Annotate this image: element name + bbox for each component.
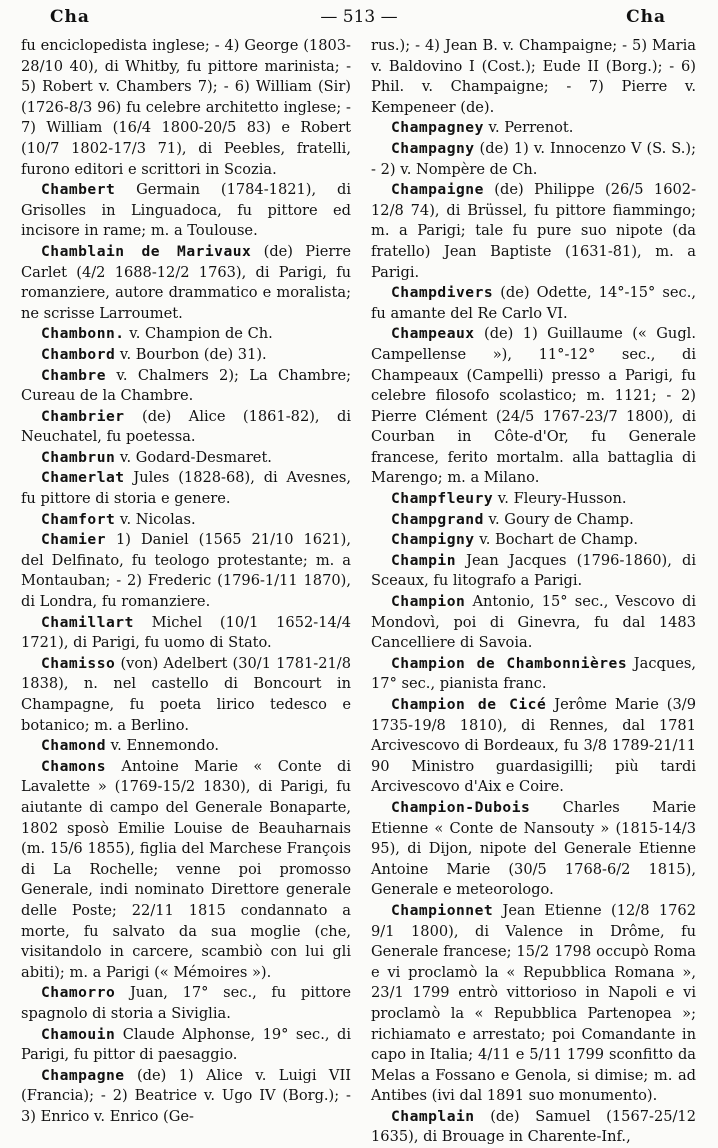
- dictionary-entry: [371, 798, 696, 901]
- entry-text: v. Ennemondo.: [106, 737, 220, 755]
- entry-text: v. Chalmers 2); La Chambre; Cureau de la Chambre.: [21, 366, 351, 405]
- dictionary-entry: [371, 695, 696, 798]
- entry-headword: Champion de Chambonnières: [391, 654, 628, 672]
- dictionary-entry: [371, 36, 696, 118]
- dictionary-entry: [21, 345, 351, 366]
- entry-text: v. Fleury-Husson.: [493, 490, 627, 508]
- entry-headword: Chambrier: [41, 407, 125, 425]
- entry-text: Jerôme Marie (3/9 1735-19/8 1810), di Rennes, dal 1781 Arcivescovo di Bordeaux, fu 3/8 1789-21/11 90 Ministro guardasigilli; più tardi Arcivescovo d'Aix e Coire.: [371, 696, 696, 796]
- entry-text: Germain (1784-1821), di Grisolles in Linguadoca, fu pittore ed incisore in rame; m. a Toulouse.: [21, 181, 351, 240]
- dictionary-entry: [371, 530, 696, 551]
- entry-text: v. Bourbon (de) 31).: [115, 345, 267, 363]
- entry-headword: Chamblain de Marivaux: [41, 242, 252, 260]
- entry-headword: Chambre: [41, 366, 107, 384]
- entry-text: v. Perrenot.: [483, 119, 574, 137]
- entry-headword: Chamouin: [41, 1025, 116, 1043]
- entry-headword: Champagny: [391, 139, 475, 157]
- dictionary-entry: [21, 1025, 351, 1066]
- entry-text: (de) Alice (1861-82), di Neuchatel, fu poetessa.: [21, 407, 351, 446]
- entry-text: Jean Etienne (12/8 1762 9/1 1800), di Valence in Drôme, fu Generale francese; 15/2 1798 occupò Roma e vi proclamò la « Repubblica Romana », 23/1 1799 entrò vittorioso in Napoli e vi proclamò la « Repubblica Partenopea »; richiamato e arrestato; poi Comandante in capo in Italia; 4/11 e 5/11 1799 sconfitto da Melas a Fossano e Genola, si dimise; m. ad Antibes (ivi dal 1891 suo monumento).: [371, 901, 696, 1105]
- entry-headword: Chamfort: [41, 510, 116, 528]
- entry-text: Antonio, 15° sec., Vescovo di Mondovì, poi di Ginevra, fu dal 1483 Cancelliere di Savoia.: [371, 593, 696, 652]
- entry-text: Juan, 17° sec., fu pittore spagnolo di storia a Siviglia.: [21, 984, 351, 1022]
- entry-headword: Champeaux: [391, 325, 475, 343]
- entry-text: (de) Samuel (1567-25/12 1635), di Brouage in Charente-Inf.,: [371, 1107, 696, 1146]
- dictionary-entry: [21, 736, 351, 757]
- entry-headword: Chamerlat: [41, 469, 125, 487]
- entry-headword: Chamons: [41, 757, 107, 775]
- entry-text: Antoine Marie « Conte di Lavalette » (1769-15/2 1830), di Parigi, fu aiutante di campo del Generale Bonaparte, 1802 sposò Emilie Louise de Beauharnais (m. 15/6 1855), figlia del Marchese François di La Rochelle; venne poi promosso Generale, indi nominato Direttore generale delle Poste; 22/11 1815 condannato a morte, fu salvato da sua moglie (che, visitandolo in carcere, scambiò con lui gli abiti); m. a Parigi (« Mémoires »).: [21, 757, 351, 981]
- entry-headword: Champfleury: [391, 490, 494, 508]
- entry-headword: Champaigne: [391, 181, 484, 199]
- entry-headword: Chamorro: [41, 984, 116, 1002]
- entry-headword: Chambert: [41, 181, 116, 199]
- entry-text: rus.); - 4) Jean B. v. Champaigne; - 5) Maria v. Baldovino I (Cost.); Eude II (Borg.); - 6) Phil. v. Champaigne; - 7) Pierre v. Kempeneer (de).: [371, 37, 696, 116]
- dictionary-entry: [371, 139, 696, 180]
- entry-text: Jules (1828-68), di Avesnes, fu pittore di storia e genere.: [21, 469, 351, 508]
- entry-text: v. Goury de Champ.: [483, 510, 634, 528]
- right-column: [371, 36, 696, 1148]
- dictionary-entry: [21, 757, 351, 984]
- dictionary-entry: [371, 324, 696, 489]
- entry-text: Jean Jacques (1796-1860), di Sceaux, fu litografo a Parigi.: [371, 551, 696, 590]
- entry-text: (de) 1) Alice v. Luigi VII (Francia); - 2) Beatrice v. Ugo IV (Borg.); - 3) Enrico v. Enrico (Ge-: [21, 1066, 351, 1125]
- entry-text: (von) Adelbert (30/1 1781-21/8 1838), n. nel castello di Boncourt in Champagne, fu poeta lirico tedesco e botanico; m. a Berlino.: [21, 654, 351, 734]
- dictionary-entry: [21, 324, 351, 345]
- entry-text: Charles Marie Etienne « Conte de Nansouty » (1815-14/3 95), di Dijon, nipote del Generale Etienne Antoine Marie (30/5 1768-6/2 1815), Generale e meteorologo.: [371, 798, 696, 899]
- dictionary-entry: [371, 489, 696, 510]
- entry-text: fu enciclopedista inglese; - 4) George (1803-28/10 40), di Whitby, fu pittore marinista; - 5) Robert v. Chambers 7); - 6) William (Sir) (1726-8/3 96) fu celebre architetto inglese; - 7) William (16/4 1800-20/5 83) e Robert (10/7 1802-17/3 71), di Peebles, fratelli, furono editori e scrittori in Scozia.: [21, 37, 351, 178]
- entry-headword: Champion de Cicé: [391, 696, 547, 713]
- entry-headword: Chamond: [41, 737, 107, 755]
- entry-headword: Championnet: [391, 901, 494, 919]
- entry-headword: Champdivers: [391, 284, 494, 302]
- entry-text: (de) Odette, 14°-15° sec., fu amante del Re Carlo VI.: [371, 284, 696, 322]
- entry-headword: Champion-Dubois: [391, 798, 531, 816]
- entry-headword: Champagne: [41, 1066, 125, 1084]
- entry-text: v. Bochart de Champ.: [474, 531, 638, 549]
- dictionary-entry: [371, 654, 696, 695]
- entry-headword: Chambonn.: [41, 325, 125, 343]
- dictionary-entry: [21, 1066, 351, 1128]
- entry-text: 1) Daniel (1565 21/10 1621), del Delfinato, fu teologo protestante; m. a Montauban; - 2) Frederic (1796-1/11 1870), di Londra, fu romanziere.: [21, 531, 351, 611]
- dictionary-entry: [21, 468, 351, 509]
- entry-text: (de) Pierre Carlet (4/2 1688-12/2 1763), di Parigi, fu romanziere, autore drammatico e moralista; ne scrisse Larroumet.: [21, 242, 351, 322]
- entry-headword: Chambord: [41, 345, 116, 363]
- entry-text: Claude Alphonse, 19° sec., di Parigi, fu pittor di paesaggio.: [21, 1025, 351, 1064]
- entry-headword: Chamisso: [41, 654, 116, 672]
- entry-text: v. Godard-Desmaret.: [115, 448, 272, 466]
- dictionary-entry: [21, 510, 351, 531]
- entry-headword: Champgrand: [391, 510, 484, 528]
- dictionary-entry: [371, 901, 696, 1107]
- left-column: [21, 36, 351, 1127]
- entry-headword: Chamier: [41, 531, 107, 549]
- entry-text: Michel (10/1 1652-14/4 1721), di Parigi, fu uomo di Stato.: [21, 613, 351, 652]
- dictionary-entry: [21, 613, 351, 654]
- entry-headword: Champion: [391, 593, 466, 611]
- entry-text: (de) Philippe (26/5 1602-12/8 74), di Brüssel, fu pittore fiammingo; m. a Parigi; tale fu pure suo nipote (da fratello) Jean Baptiste (1631-81), m. a Parigi.: [371, 181, 696, 281]
- dictionary-entry: [371, 551, 696, 592]
- dictionary-entry: [21, 180, 351, 242]
- entry-headword: Champagney: [391, 119, 484, 137]
- header-right-keyword: Cha: [626, 7, 666, 27]
- dictionary-entry: [21, 366, 351, 407]
- dictionary-entry: [371, 118, 696, 139]
- entry-headword: Champigny: [391, 531, 475, 549]
- header-left-keyword: Cha: [50, 7, 90, 27]
- entry-text: (de) 1) v. Innocenzo V (S. S.); - 2) v. Nompère de Ch.: [371, 139, 696, 178]
- entry-headword: Champin: [391, 551, 457, 569]
- dictionary-entry: [21, 654, 351, 736]
- entry-headword: Chambrun: [41, 448, 116, 466]
- entry-headword: Champlain: [391, 1107, 475, 1125]
- dictionary-entry: [371, 1107, 696, 1148]
- entry-text: Jacques, 17° sec., pianista franc.: [371, 654, 696, 693]
- page-header: [0, 3, 718, 31]
- entry-text: (de) 1) Guillaume (« Gugl. Campellense »), 11°-12° sec., di Champeaux (Campelli) presso a Parigi, fu celebre filosofo scolastico; m. 1121; - 2) Pierre Clément (24/5 1767-23/7 1800), di Courban in Côte-d'Or, fu Generale francese, ferito mortalm. alla battaglia di Marengo; m. a Milano.: [371, 325, 696, 487]
- dictionary-entry: [21, 407, 351, 448]
- entry-headword: Chamillart: [41, 613, 134, 631]
- dictionary-entry: [371, 180, 696, 283]
- dictionary-entry: [371, 510, 696, 531]
- entry-text: v. Champion de Ch.: [124, 325, 273, 343]
- dictionary-entry: [371, 592, 696, 654]
- dictionary-entry: [21, 242, 351, 324]
- dictionary-entry: [21, 36, 351, 180]
- dictionary-entry: [21, 448, 351, 469]
- page-number: — 513 —: [320, 7, 398, 27]
- entry-text: v. Nicolas.: [115, 510, 196, 528]
- dictionary-entry: [371, 283, 696, 324]
- dictionary-entry: [21, 530, 351, 612]
- dictionary-entry: [21, 983, 351, 1024]
